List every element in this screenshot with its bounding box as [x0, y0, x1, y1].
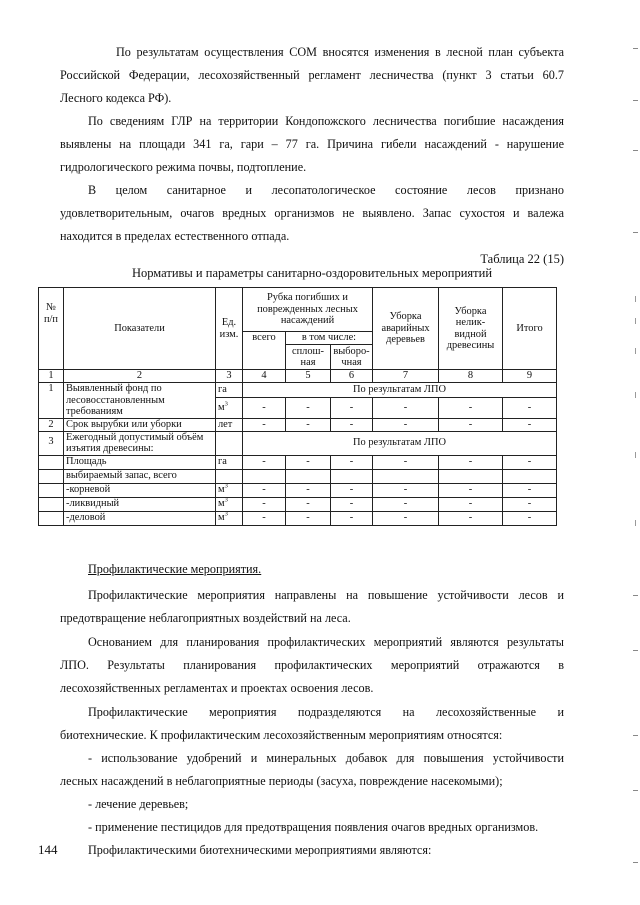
row-unit: лет	[216, 418, 243, 431]
dash-cell: -	[331, 483, 373, 497]
header-felling: Рубка погибших и поврежденных лесных насаждений	[243, 288, 373, 332]
dash-cell: -	[439, 397, 503, 418]
dash-cell: -	[331, 511, 373, 525]
dash-cell: -	[243, 497, 286, 511]
dash-cell: -	[243, 397, 286, 418]
paragraph-line: Основанием для планирования профилактических мероприятий являются результаты	[88, 635, 564, 649]
bullet-line: лесных насаждений в неблагоприятные периоды (засуха, повреждение насекомыми);	[60, 774, 503, 788]
dash-cell: -	[503, 497, 557, 511]
dash-cell: -	[373, 483, 439, 497]
scan-artifact	[635, 296, 636, 302]
dash-cell: -	[243, 455, 286, 469]
paragraph-line: удовлетворительным, очагов вредных организмов не выявлено. Запас сухостоя и валежа	[60, 206, 564, 220]
row-num	[39, 483, 64, 497]
dash-cell: -	[439, 511, 503, 525]
empty-cell	[503, 469, 557, 483]
bullet-line: - лечение деревьев;	[88, 797, 189, 811]
row-unit	[216, 469, 243, 483]
header-indicators: Показатели	[64, 288, 216, 370]
scan-artifact	[635, 348, 636, 354]
paragraph-line: Российской Федерации, лесохозяйственный регламент лесничества (пункт 3 статьи 60.7	[60, 68, 564, 82]
paragraph-line: предотвращение неблагоприятных воздействий на леса.	[60, 611, 351, 625]
bullet-line: - использование удобрений и минеральных добавок для повышения устойчивости	[88, 751, 564, 765]
header-emergency: Уборка аварийных деревьев	[373, 288, 439, 370]
row-unit	[216, 497, 243, 511]
dash-cell: -	[373, 397, 439, 418]
row-unit: га	[216, 383, 243, 398]
empty-cell	[439, 469, 503, 483]
col-number: 5	[286, 370, 331, 383]
paragraph-line: лесохозяйственных регламентах и проектах освоения лесов.	[60, 681, 374, 695]
dash-cell: -	[373, 511, 439, 525]
unit-text: м	[218, 498, 225, 510]
row-num	[39, 455, 64, 469]
dash-cell: -	[503, 455, 557, 469]
scan-artifact	[633, 232, 638, 233]
row-num: 2	[39, 418, 64, 431]
header-total-itogo: Итого	[503, 288, 557, 370]
header-total: всего	[243, 332, 286, 370]
unit-sup: 3	[224, 483, 228, 490]
scan-artifact	[633, 100, 638, 101]
dash-cell: -	[331, 397, 373, 418]
scan-artifact	[633, 790, 638, 791]
col-number: 6	[331, 370, 373, 383]
paragraph-line: Лесного кодекса РФ).	[60, 91, 172, 105]
dash-cell: -	[439, 455, 503, 469]
dash-cell: -	[286, 483, 331, 497]
dash-cell: -	[286, 397, 331, 418]
header-selective: выборо-чная	[331, 345, 373, 370]
dash-cell: -	[503, 418, 557, 431]
row-num: 1	[39, 383, 64, 419]
header-unit: Ед. изм.	[216, 288, 243, 370]
dash-cell: -	[286, 455, 331, 469]
empty-cell	[243, 469, 286, 483]
dash-cell: -	[373, 455, 439, 469]
lpo-cell: По результатам ЛПО	[243, 383, 557, 398]
dash-cell: -	[331, 497, 373, 511]
row-unit: га	[216, 455, 243, 469]
scan-artifact	[633, 150, 638, 151]
scan-artifact	[635, 318, 636, 324]
col-number: 8	[439, 370, 503, 383]
paragraph-line: находится в пределах естественного отпада.	[60, 229, 290, 243]
dash-cell: -	[243, 418, 286, 431]
col-number: 2	[64, 370, 216, 383]
unit-sup: 3	[224, 511, 228, 518]
header-including: в том числе:	[286, 332, 373, 345]
row-label: Срок вырубки или уборки	[64, 418, 216, 431]
dash-cell: -	[243, 483, 286, 497]
paragraph-line: выявлены на площади 341 га, гари – 77 га. Причина гибели насаждений - нарушение	[60, 137, 564, 151]
dash-cell: -	[373, 418, 439, 431]
row-num	[39, 497, 64, 511]
table-title: Нормативы и параметры санитарно-оздоровительных мероприятий	[131, 266, 493, 280]
row-label: -ликвидный	[64, 497, 216, 511]
scan-artifact	[633, 650, 638, 651]
paragraph-line: Профилактические мероприятия подразделяются на лесохозяйственные и	[88, 705, 564, 719]
row-unit	[216, 397, 243, 418]
unit-text: м	[218, 484, 225, 496]
dash-cell: -	[503, 483, 557, 497]
unit-sup: 3	[224, 497, 228, 504]
col-number: 3	[216, 370, 243, 383]
unit-text: м	[218, 512, 225, 524]
row-label: -корневой	[64, 483, 216, 497]
paragraph-line: ЛПО. Результаты планирования профилактических мероприятий отражаются в	[60, 658, 564, 672]
scan-artifact	[635, 520, 636, 526]
dash-cell: -	[286, 511, 331, 525]
col-number: 9	[503, 370, 557, 383]
dash-cell: -	[243, 511, 286, 525]
header-illiquid: Уборка нелик-видной древесины	[439, 288, 503, 370]
header-clear: сплош-ная	[286, 345, 331, 370]
scan-artifact	[635, 392, 636, 398]
dash-cell: -	[439, 497, 503, 511]
dash-cell: -	[331, 418, 373, 431]
row-unit	[216, 511, 243, 525]
col-number: 4	[243, 370, 286, 383]
dash-cell: -	[286, 497, 331, 511]
col-number: 7	[373, 370, 439, 383]
unit-sup: 3	[224, 400, 228, 408]
norms-table	[38, 287, 557, 526]
row-num: 3	[39, 431, 64, 455]
unit-text: м	[218, 401, 225, 413]
row-unit	[216, 431, 243, 455]
row-unit	[216, 483, 243, 497]
empty-cell	[331, 469, 373, 483]
header-num: № п/п	[39, 288, 64, 370]
scan-artifact	[633, 862, 638, 863]
row-label: выбираемый запас, всего	[64, 469, 216, 483]
col-number: 1	[39, 370, 64, 383]
empty-cell	[373, 469, 439, 483]
row-label: Ежегодный допустимый объём изъятия древесины:	[64, 431, 216, 455]
paragraph-line: По результатам осуществления СОМ вносятся изменения в лесной план субъекта	[116, 45, 564, 59]
table-number: Таблица 22 (15)	[480, 252, 564, 266]
scan-artifact	[633, 735, 638, 736]
row-label: -деловой	[64, 511, 216, 525]
scan-artifact	[633, 595, 638, 596]
page-number: 144	[38, 842, 58, 857]
dash-cell: -	[503, 397, 557, 418]
row-num	[39, 469, 64, 483]
dash-cell: -	[439, 418, 503, 431]
dash-cell: -	[439, 483, 503, 497]
dash-cell: -	[331, 455, 373, 469]
paragraph-line: В целом санитарное и лесопатологическое состояние лесов признано	[88, 183, 564, 197]
dash-cell: -	[503, 511, 557, 525]
row-label: Выявленный фонд по лесовосстановленным требованиям	[64, 383, 216, 419]
paragraph-line: По сведениям ГЛР на территории Кондопожского лесничества погибшие насаждения	[88, 114, 564, 128]
dash-cell: -	[286, 418, 331, 431]
bullet-line: - применение пестицидов для предотвращения появления очагов вредных организмов.	[88, 820, 539, 834]
scan-artifact	[633, 48, 638, 49]
row-label: Площадь	[64, 455, 216, 469]
lpo-cell: По результатам ЛПО	[243, 431, 557, 455]
paragraph-line: биотехнические. К профилактическим лесохозяйственным мероприятиям относятся:	[60, 728, 503, 742]
scan-artifact	[635, 452, 636, 458]
paragraph-line: Профилактические мероприятия направлены на повышение устойчивости лесов и	[88, 588, 564, 602]
empty-cell	[286, 469, 331, 483]
paragraph-line: Профилактическими биотехническими мероприятиями являются:	[88, 843, 432, 857]
row-num	[39, 511, 64, 525]
paragraph-line: гидрологического режима почвы, подтопление.	[60, 160, 307, 174]
section-heading: Профилактические мероприятия.	[88, 562, 262, 576]
dash-cell: -	[373, 497, 439, 511]
